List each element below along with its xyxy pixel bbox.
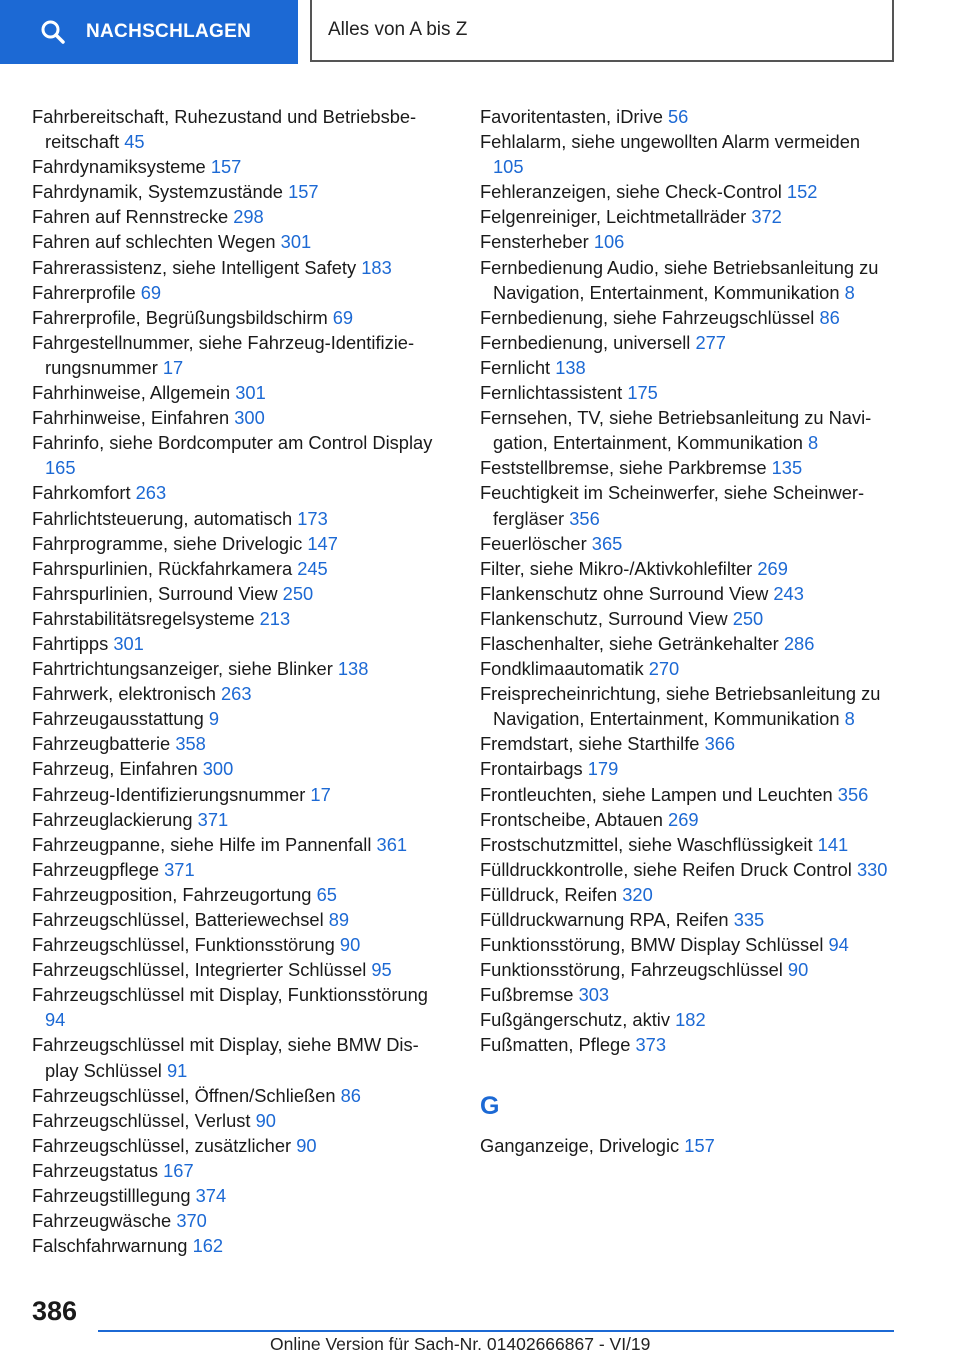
index-entry-text: Fernbedienung, universell <box>480 331 691 353</box>
page-link[interactable]: 89 <box>328 909 350 930</box>
index-entry-text: Fahrdynamik, Systemzustände <box>32 181 283 203</box>
index-entry <box>480 556 892 581</box>
index-entry-text: Fülldruck, Reifen <box>480 883 618 905</box>
page-link[interactable]: 173 <box>297 507 328 529</box>
page-link[interactable]: 270 <box>648 658 680 680</box>
index-entry-text: Fremdstart, siehe Starthilfe <box>480 733 700 755</box>
page-link[interactable]: 320 <box>622 883 653 905</box>
index-entry <box>32 857 444 882</box>
index-entry <box>480 631 892 656</box>
index-entry <box>480 756 892 781</box>
index-entry <box>32 1233 444 1258</box>
index-entry-text: Filter, siehe Mikro-/Aktivkohlefilter <box>480 557 753 579</box>
index-entry-text: Feststellbremse, siehe Parkbremse <box>480 457 767 479</box>
page-link[interactable]: 298 <box>233 206 264 228</box>
index-entry <box>32 907 444 932</box>
page-link[interactable]: 90 <box>339 934 361 956</box>
index-entry-text: Falschfahrwarnung <box>32 1235 188 1257</box>
index-entry-text: Frontscheibe, Abtauen <box>480 808 663 830</box>
index-entry-text: Fahren auf Rennstrecke <box>32 206 229 228</box>
index-entry <box>32 480 444 505</box>
index-entry <box>480 229 892 254</box>
index-entry <box>480 681 892 731</box>
index-entry-text: Fahrerprofile, Begrüßungsbildschirm <box>32 306 328 328</box>
index-entry-text: Fahrerprofile <box>32 281 136 303</box>
footer-divider <box>98 1330 894 1332</box>
index-entry <box>480 380 892 405</box>
index-entry-text: Fehlalarm, siehe ungewollten Alarm vermeiden <box>480 131 861 153</box>
index-entry-text: Fahrzeuglackierung <box>32 808 193 830</box>
index-entry <box>480 104 892 129</box>
index-entry <box>32 556 444 581</box>
index-entry-text: Flaschenhalter, siehe Getränkehalter <box>480 632 779 654</box>
index-entry-text: Fahrzeugpflege <box>32 858 160 880</box>
footer-version-text: Online Version für Sach-Nr. 01402666867 - VI/19 <box>270 1334 651 1354</box>
page-link[interactable]: 183 <box>361 256 392 278</box>
index-entry <box>32 982 444 1032</box>
index-entry-text: Fahrerassistenz, siehe Intelligent Safety <box>32 256 357 278</box>
index-entry-text: Fahrzeugschlüssel, Batteriewechsel <box>32 909 324 930</box>
index-entry-text: Fahrzeugpanne, siehe Hilfe im Pannenfall <box>32 833 372 855</box>
index-entry <box>32 731 444 756</box>
page-link[interactable]: 95 <box>371 959 392 981</box>
index-entry <box>32 581 444 606</box>
page-link[interactable]: 167 <box>163 1159 194 1181</box>
index-entry-text: Fernbedienung, siehe Fahrzeugschlüssel <box>480 306 815 328</box>
page-link[interactable]: 263 <box>221 683 252 705</box>
index-entry-text: Frostschutzmittel, siehe Waschflüssigkeit <box>480 833 813 855</box>
index-entry <box>32 229 444 254</box>
page-link[interactable]: 301 <box>113 632 144 654</box>
chapter-title: Alles von A bis Z <box>328 19 468 40</box>
page-link[interactable]: 330 <box>856 858 888 880</box>
index-entry <box>480 455 892 480</box>
index-entry <box>32 179 444 204</box>
index-entry <box>32 1133 444 1158</box>
page-link[interactable]: 179 <box>587 758 619 780</box>
index-entry <box>480 204 892 229</box>
page-link[interactable]: 8 <box>844 281 855 303</box>
index-entry <box>32 154 444 179</box>
index-entry-text: Ganganzeige, Drivelogic <box>480 1134 680 1156</box>
index-entry <box>480 129 892 179</box>
index-entry-text: Fernsehen, TV, siehe Betriebsanleitung zu Navigation, Entertainment, Kommunikation <box>480 407 872 454</box>
index-entry-text: Felgenreiniger, Leichtmetallräder <box>480 206 747 228</box>
index-entry-text: Funktionsstörung, BMW Display Schlüssel <box>480 934 824 956</box>
index-entry-text: Fahrhinweise, Allgemein <box>32 382 231 404</box>
page-link[interactable]: 361 <box>376 833 408 855</box>
page-link[interactable]: 94 <box>45 1009 66 1031</box>
index-entry <box>32 706 444 731</box>
page-link[interactable]: 56 <box>667 106 689 127</box>
page-link[interactable]: 135 <box>771 457 803 479</box>
page-link[interactable]: 90 <box>255 1109 276 1131</box>
index-entry-text: Freisprecheinrichtung, siehe Betriebsanleitung zu Navigation, Entertainment, Kommunikation <box>480 683 881 730</box>
page-link[interactable]: 157 <box>210 156 242 178</box>
page-link[interactable]: 300 <box>202 758 234 780</box>
page-link[interactable]: 372 <box>751 206 782 228</box>
index-entry-text: Fernlichtassistent <box>480 382 623 404</box>
index-entry <box>480 982 892 1007</box>
page-link[interactable]: 245 <box>297 557 328 579</box>
page-link[interactable]: 356 <box>569 507 600 529</box>
index-entry <box>480 305 892 330</box>
index-entry-text: Fahrgestellnummer, siehe Fahrzeug-Identifizierungsnummer <box>32 331 415 378</box>
index-entry-text: Funktionsstörung, Fahrzeugschlüssel <box>480 959 783 981</box>
index-entry-text: Fahrzeugschlüssel, zusätzlicher <box>32 1134 292 1156</box>
index-entry-text: Fahrzeugschlüssel, Öffnen/Schließen <box>32 1084 336 1106</box>
index-entry <box>480 957 892 982</box>
index-entry <box>32 104 444 154</box>
page-link[interactable]: 94 <box>828 934 849 956</box>
page-link[interactable]: 90 <box>296 1134 317 1156</box>
index-entry-text: Fußgängerschutz, aktiv <box>480 1009 671 1031</box>
page-link[interactable]: 157 <box>288 181 319 203</box>
index-entry-text: Flankenschutz, Surround View <box>480 607 728 629</box>
page-link[interactable]: 356 <box>837 783 869 805</box>
page-link[interactable]: 301 <box>280 231 312 253</box>
index-entry <box>32 204 444 229</box>
index-entry <box>480 1133 892 1158</box>
index-entry-text: Fensterheber <box>480 231 589 253</box>
index-entry-text: Feuchtigkeit im Scheinwerfer, siehe Scheinwerfergläser <box>480 482 865 529</box>
index-entry-text: Fernbedienung Audio, siehe Betriebsanleitung zu Navigation, Entertainment, Kommunikation <box>480 256 879 303</box>
index-entry <box>32 405 444 430</box>
index-entry <box>32 1108 444 1133</box>
index-entry <box>32 957 444 982</box>
index-entry <box>480 731 892 756</box>
index-entry-text: Fahrstabilitätsregelsysteme <box>32 607 255 629</box>
index-entry-text: Fahrzeug, Einfahren <box>32 758 198 780</box>
index-entry <box>32 631 444 656</box>
section-tab[interactable] <box>0 0 298 64</box>
index-entry-text: Fahrzeugschlüssel mit Display, Funktionsstörung <box>32 984 428 1006</box>
index-entry-text: Fahrlichtsteuerung, automatisch <box>32 507 293 529</box>
index-entry-text: Favoritentasten, iDrive <box>480 106 663 127</box>
page-link[interactable]: 91 <box>166 1059 188 1081</box>
index-entry <box>32 1208 444 1233</box>
page-link[interactable]: 373 <box>635 1034 666 1056</box>
index-entry-text: Fußmatten, Pflege <box>480 1034 631 1056</box>
index-entry-text: Fahrzeugschlüssel, Integrierter Schlüssel <box>32 959 367 981</box>
page-link[interactable]: 17 <box>310 783 331 805</box>
page-link[interactable]: 365 <box>591 532 623 554</box>
index-entry-text: Fahrwerk, elektronisch <box>32 683 216 705</box>
index-entry <box>32 882 444 907</box>
page-link[interactable]: 65 <box>316 883 337 905</box>
index-entry <box>480 656 892 681</box>
index-entry <box>32 932 444 957</box>
page-link[interactable]: 8 <box>844 708 855 730</box>
page-link[interactable]: 277 <box>695 331 726 353</box>
index-entry <box>480 405 892 455</box>
page-link[interactable]: 303 <box>578 984 610 1006</box>
index-entry <box>32 330 444 380</box>
section-letter: G <box>480 1091 500 1120</box>
index-entry-text: Fahrzeugausstattung <box>32 708 204 730</box>
page-link[interactable]: 141 <box>817 833 849 855</box>
page-link[interactable]: 69 <box>140 281 162 303</box>
index-entry <box>480 330 892 355</box>
page-link[interactable]: 213 <box>259 607 291 629</box>
page-link[interactable]: 106 <box>593 231 625 253</box>
index-entry-text: Fahrspurlinien, Rückfahrkamera <box>32 557 293 579</box>
index-entry-text: Fahren auf schlechten Wegen <box>32 231 276 253</box>
index-column-right <box>480 104 892 1158</box>
index-entry <box>480 932 892 957</box>
index-entry <box>32 832 444 857</box>
page-link[interactable]: 371 <box>197 808 229 830</box>
index-entry-text: Fahrkomfort <box>32 482 131 504</box>
index-entry-text: Fahrzeugschlüssel mit Display, siehe BMW Display Schlüssel <box>32 1034 419 1081</box>
page-link[interactable]: 366 <box>704 733 736 755</box>
page-link[interactable]: 162 <box>192 1235 224 1257</box>
page-link[interactable]: 250 <box>732 607 764 629</box>
page-link[interactable]: 269 <box>668 808 699 830</box>
page-link[interactable]: 45 <box>124 131 145 153</box>
index-entry-text: Fahrtipps <box>32 632 109 654</box>
index-entry <box>32 782 444 807</box>
page-link[interactable]: 138 <box>555 356 586 378</box>
index-entry-text: Fahrzeugbatterie <box>32 733 171 755</box>
index-entry <box>480 255 892 305</box>
page-link[interactable]: 86 <box>340 1084 361 1106</box>
page-link[interactable]: 175 <box>627 382 658 404</box>
page-link[interactable]: 8 <box>808 432 819 454</box>
index-entry <box>32 606 444 631</box>
page-link[interactable]: 300 <box>234 407 265 429</box>
index-entry <box>32 1032 444 1082</box>
page-link[interactable]: 370 <box>176 1210 207 1232</box>
index-entry <box>32 305 444 330</box>
page-link[interactable]: 301 <box>235 382 266 404</box>
index-entry <box>480 606 892 631</box>
index-entry-text: Fehleranzeigen, siehe Check-Control <box>480 181 782 203</box>
index-entry-text: Frontleuchten, siehe Lampen und Leuchten <box>480 783 833 805</box>
index-entry-text: Feuerlöscher <box>480 532 587 554</box>
index-entry <box>480 179 892 204</box>
page-link[interactable]: 335 <box>733 909 765 930</box>
page-link[interactable]: 105 <box>493 156 524 178</box>
chapter-header <box>310 0 894 62</box>
index-entry <box>480 480 892 530</box>
index-entry-text: Fahrzeugwäsche <box>32 1210 172 1232</box>
page-link[interactable]: 358 <box>175 733 206 755</box>
index-entry-text: Fahrdynamiksysteme <box>32 156 206 178</box>
page-link[interactable]: 17 <box>162 356 184 378</box>
page-number: 386 <box>32 1296 78 1326</box>
index-entry <box>480 782 892 807</box>
index-entry-text: Fahrhinweise, Einfahren <box>32 407 230 429</box>
index-entry <box>32 430 444 480</box>
index-entry <box>480 882 892 907</box>
index-entry <box>32 1183 444 1208</box>
index-entry <box>480 857 892 882</box>
page-link[interactable]: 286 <box>783 632 815 654</box>
index-entry <box>32 1158 444 1183</box>
index-entry <box>32 531 444 556</box>
search-icon <box>40 19 66 45</box>
index-entry <box>480 807 892 832</box>
page-link[interactable]: 9 <box>208 708 220 730</box>
page-link[interactable]: 138 <box>337 658 369 680</box>
page-link[interactable]: 371 <box>164 858 195 880</box>
index-entry-text: Fahrinfo, siehe Bordcomputer am Control Display <box>32 432 433 454</box>
index-entry-text: Fahrspurlinien, Surround View <box>32 582 278 604</box>
page-link[interactable]: 250 <box>282 582 314 604</box>
page-link[interactable]: 152 <box>786 181 818 203</box>
index-entry-text: Fahrzeugstilllegung <box>32 1185 191 1207</box>
page-link[interactable]: 182 <box>675 1009 706 1031</box>
index-entry-text: Fahrprogramme, siehe Drivelogic <box>32 532 303 554</box>
index-entry <box>32 681 444 706</box>
page-link[interactable]: 86 <box>819 306 840 328</box>
index-entry-text: Fahrzeugstatus <box>32 1159 159 1181</box>
index-entry-text: Fahrzeugschlüssel, Funktionsstörung <box>32 934 335 956</box>
index-entry-text: Fahrtrichtungsanzeiger, siehe Blinker <box>32 658 333 680</box>
page-link[interactable]: 165 <box>45 457 76 479</box>
index-entry-text: Fahrzeug-Identifizierungsnummer <box>32 783 306 805</box>
index-entry-text: Fahrzeugschlüssel, Verlust <box>32 1109 251 1131</box>
index-entry <box>32 255 444 280</box>
index-column-left <box>32 104 444 1258</box>
index-entry <box>480 355 892 380</box>
index-entry-text: Fußbremse <box>480 984 574 1006</box>
index-entry <box>480 1007 892 1032</box>
index-entry <box>480 1032 892 1057</box>
index-entry <box>480 832 892 857</box>
index-entry-text: Fahrzeugposition, Fahrzeugortung <box>32 883 312 905</box>
index-entry-text: Frontairbags <box>480 758 583 780</box>
page-link[interactable]: 263 <box>135 482 167 504</box>
page-link[interactable]: 69 <box>332 306 354 328</box>
index-entry <box>32 280 444 305</box>
page-link[interactable]: 90 <box>787 959 809 981</box>
page-link[interactable]: 157 <box>684 1134 715 1156</box>
index-entry <box>32 756 444 781</box>
index-entry <box>480 907 892 932</box>
index-entry <box>480 531 892 556</box>
index-entry-text: Fondklimaautomatik <box>480 658 644 680</box>
page-link[interactable]: 243 <box>773 582 804 604</box>
page-link[interactable]: 374 <box>195 1185 227 1207</box>
index-entry <box>32 506 444 531</box>
index-entry <box>32 807 444 832</box>
page-link[interactable]: 269 <box>757 557 788 579</box>
index-entry <box>480 581 892 606</box>
index-entry-text: Flankenschutz ohne Surround View <box>480 582 769 604</box>
index-entry-text: Fülldruckkontrolle, siehe Reifen Druck Control <box>480 858 852 880</box>
index-entry-text: Fernlicht <box>480 356 551 378</box>
index-entry-text: Fülldruckwarnung RPA, Reifen <box>480 909 729 930</box>
index-entry <box>32 380 444 405</box>
index-entry-text: Fahrbereitschaft, Ruhezustand und Betriebsbereitschaft <box>32 106 417 153</box>
index-entry <box>32 1083 444 1108</box>
section-label: NACHSCHLAGEN <box>86 21 252 42</box>
page-link[interactable]: 147 <box>307 532 338 554</box>
index-entry <box>32 656 444 681</box>
